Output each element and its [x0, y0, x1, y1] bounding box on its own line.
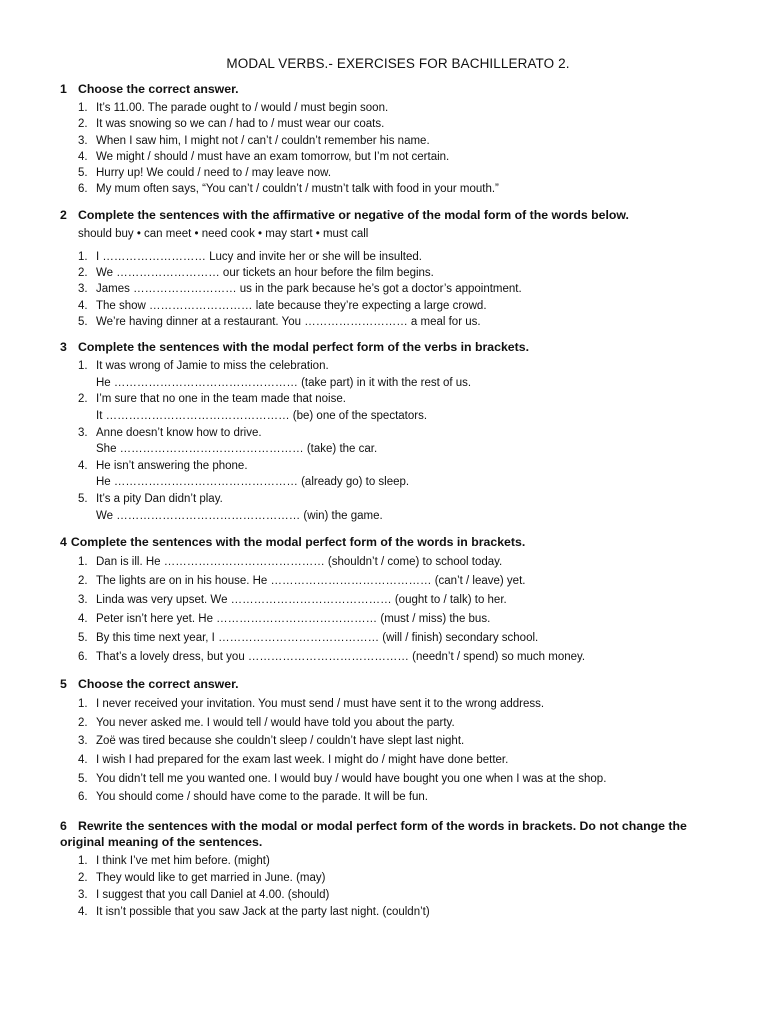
item-gap-line: He ………………………………………… (already go) to sleep.	[96, 476, 410, 489]
item-text: I ……………………… Lucy and invite her or she will be insulted.	[96, 250, 422, 263]
item-number: 4.	[78, 299, 88, 312]
exercise-item	[78, 100, 706, 116]
item-text: Peter isn’t here yet. He …………………………………… (must / miss) the bus.	[96, 613, 491, 626]
exercise-item	[78, 165, 706, 181]
section-heading	[60, 339, 706, 355]
section-instruction: Complete the sentences with the affirmative or negative of the modal form of the words below.	[78, 207, 629, 222]
section-number: 1	[60, 82, 67, 96]
exercise-item	[78, 116, 706, 132]
section-number: 3	[60, 340, 67, 355]
item-gap-line: We ………………………………………… (win) the game.	[96, 509, 383, 522]
section-number: 4	[60, 535, 67, 550]
item-number: 3.	[78, 134, 88, 147]
item-text: It isn’t possible that you saw Jack at the party last night. (couldn’t)	[96, 906, 430, 919]
item-number: 1.	[78, 360, 88, 373]
exercise-item	[78, 572, 706, 591]
item-number: 5.	[78, 493, 88, 506]
exercise-item	[78, 648, 706, 667]
item-number: 6.	[78, 791, 88, 804]
exercise-item	[78, 904, 706, 921]
page-title: MODAL VERBS.- EXERCISES FOR BACHILLERATO 2.	[226, 56, 570, 71]
section-number: 5	[60, 677, 67, 692]
exercise-item	[78, 249, 706, 265]
item-text: My mum often says, “You can’t / couldn’t / mustn’t talk with food in your mouth.”	[96, 183, 499, 196]
item-number: 4.	[78, 906, 88, 919]
item-number: 2.	[78, 575, 88, 588]
item-gap-line: He ………………………………………… (take part) in it with the rest of us.	[96, 376, 472, 389]
item-text: I never received your invitation. You must send / must have sent it to the wrong address.	[96, 698, 545, 711]
section-3	[60, 339, 706, 524]
item-number: 1.	[78, 556, 88, 569]
section-instruction: Choose the correct answer.	[78, 677, 239, 692]
item-number: 1.	[78, 854, 88, 867]
item-text: They would like to get married in June. (may)	[96, 871, 326, 884]
item-text: That’s a lovely dress, but you …………………………………… (needn’t / spend) so much money.	[96, 651, 586, 664]
exercise-item	[78, 770, 706, 789]
item-text: Dan is ill. He …………………………………… (shouldn’t / come) to school today.	[96, 556, 503, 569]
exercise-list	[60, 358, 706, 524]
item-text: When I saw him, I might not / can’t / couldn’t remember his name.	[96, 134, 430, 147]
item-number: 3.	[78, 594, 88, 607]
item-number: 2.	[78, 393, 88, 406]
item-gap-line: It ………………………………………… (be) one of the spectators.	[96, 410, 428, 423]
exercise-list	[60, 249, 706, 330]
exercise-item	[78, 391, 706, 424]
item-text: The show ……………………… late because they’re expecting a large crowd.	[96, 299, 487, 312]
item-number: 4.	[78, 459, 88, 472]
item-text: It was wrong of Jamie to miss the celebration.	[96, 360, 329, 373]
exercise-item	[78, 458, 706, 491]
exercise-item	[78, 358, 706, 391]
item-text: We might / should / must have an exam tomorrow, but I’m not certain.	[96, 150, 450, 163]
item-text: You should come / should have come to the parade. It will be fun.	[96, 791, 429, 804]
section-heading	[60, 207, 706, 223]
exercise-item	[78, 281, 706, 297]
word-bank: should buy • can meet • need cook • may start • must call	[78, 227, 369, 240]
item-number: 2.	[78, 871, 88, 884]
item-number: 4.	[78, 150, 88, 163]
exercise-item	[78, 181, 706, 197]
item-number: 6.	[78, 651, 88, 664]
item-text: He isn’t answering the phone.	[96, 459, 248, 472]
item-text: It was snowing so we can / had to / must wear our coats.	[96, 118, 385, 131]
item-number: 3.	[78, 889, 88, 902]
item-text: Hurry up! We could / need to / may leave now.	[96, 167, 332, 180]
item-number: 2.	[78, 716, 88, 729]
exercise-item	[78, 133, 706, 149]
item-number: 1.	[78, 250, 88, 263]
exercise-item	[78, 491, 706, 524]
section-heading	[60, 676, 706, 692]
item-text: By this time next year, I …………………………………… (will / finish) secondary school.	[96, 632, 539, 645]
item-text: We ……………………… our tickets an hour before the film begins.	[96, 267, 434, 280]
section-instruction: Rewrite the sentences with the modal or modal perfect form of the words in brackets. Do not change the original meaning of the sentences.	[60, 818, 687, 849]
item-number: 2.	[78, 118, 88, 131]
item-number: 4.	[78, 613, 88, 626]
exercise-item	[78, 695, 706, 714]
section-heading	[60, 818, 706, 850]
item-text: I wish I had prepared for the exam last week. I might do / might have done better.	[96, 753, 509, 766]
item-text: Linda was very upset. We …………………………………… (ought to / talk) to her.	[96, 594, 507, 607]
item-number: 5.	[78, 772, 88, 785]
item-text: James ……………………… us in the park because he’s got a doctor’s appointment.	[96, 283, 522, 296]
item-text: I’m sure that no one in the team made that noise.	[96, 393, 346, 406]
exercise-list	[60, 553, 706, 667]
item-number: 5.	[78, 632, 88, 645]
exercise-item	[78, 265, 706, 281]
section-4	[60, 534, 706, 667]
exercise-item	[78, 149, 706, 165]
item-gap-line: She ………………………………………… (take) the car.	[96, 443, 378, 456]
item-number: 3.	[78, 426, 88, 439]
section-6	[60, 818, 706, 922]
item-number: 3.	[78, 283, 88, 296]
item-text: I suggest that you call Daniel at 4.00. (should)	[96, 889, 330, 902]
section-instruction: Complete the sentences with the modal perfect form of the words in brackets.	[70, 535, 526, 550]
item-text: We’re having dinner at a restaurant. You ……………………… a meal for us.	[96, 315, 481, 328]
exercise-item	[78, 887, 706, 904]
exercise-item	[78, 853, 706, 870]
exercise-item	[78, 788, 706, 807]
item-number: 5.	[78, 315, 88, 328]
exercise-item	[78, 298, 706, 314]
item-number: 4.	[78, 753, 88, 766]
section-heading	[60, 81, 706, 97]
exercise-list	[60, 853, 706, 922]
exercise-item	[78, 629, 706, 648]
section-instruction: Complete the sentences with the modal perfect form of the verbs in brackets.	[78, 340, 529, 355]
item-text: The lights are on in his house. He …………………………………… (can’t / leave) yet.	[96, 575, 526, 588]
exercise-item	[78, 314, 706, 330]
item-number: 1.	[78, 698, 88, 711]
exercise-item	[78, 591, 706, 610]
section-5	[60, 676, 706, 807]
section-heading	[60, 534, 706, 550]
exercise-item	[78, 732, 706, 751]
exercise-item	[78, 553, 706, 572]
item-text: It’s 11.00. The parade ought to / would / must begin soon.	[96, 102, 389, 114]
section-2	[60, 207, 706, 330]
exercise-list	[60, 695, 706, 807]
item-text: Zoë was tired because she couldn’t sleep / couldn’t have slept last night.	[96, 735, 465, 748]
section-number: 2	[60, 207, 67, 222]
item-number: 1.	[78, 102, 88, 114]
section-number: 6	[60, 818, 67, 833]
item-number: 6.	[78, 183, 88, 196]
exercise-item	[78, 610, 706, 629]
exercise-list	[60, 100, 706, 198]
exercise-item	[78, 751, 706, 770]
exercise-item	[78, 870, 706, 887]
item-text: You didn’t tell me you wanted one. I would buy / would have bought you one when I was at the shop.	[96, 772, 607, 785]
section-instruction: Choose the correct answer.	[78, 82, 239, 96]
item-text: It’s a pity Dan didn’t play.	[96, 493, 223, 506]
exercise-item	[78, 714, 706, 733]
item-text: You never asked me. I would tell / would have told you about the party.	[96, 716, 455, 729]
item-number: 3.	[78, 735, 88, 748]
section-1	[60, 81, 706, 198]
item-number: 5.	[78, 167, 88, 180]
item-text: Anne doesn’t know how to drive.	[96, 426, 262, 439]
item-number: 2.	[78, 267, 88, 280]
item-text: I think I’ve met him before. (might)	[96, 854, 270, 867]
exercise-item	[78, 425, 706, 458]
